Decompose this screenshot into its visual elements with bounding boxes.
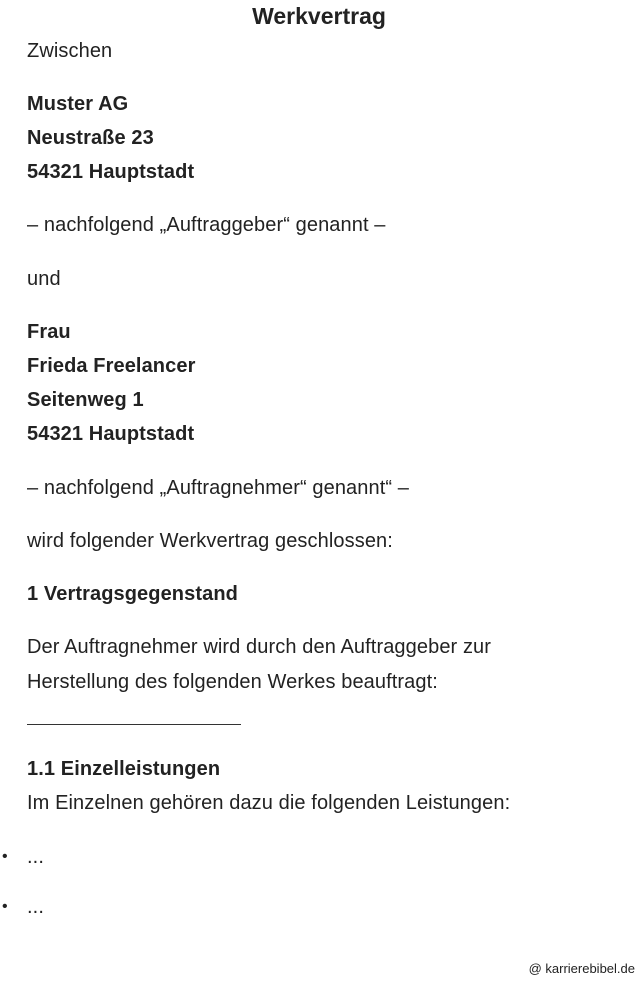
section-1-1-heading: 1.1 Einzelleistungen (27, 758, 221, 780)
document-title: Werkvertrag (252, 3, 386, 29)
closing-line: wird folgender Werkvertrag geschlossen: (27, 530, 393, 552)
client-name: Muster AG (27, 93, 129, 115)
contractor-role-note: – nachfolgend „Auftragnehmer“ genannt“ – (27, 477, 410, 499)
client-street: Neustraße 23 (27, 127, 154, 149)
contractor-city: 54321 Hauptstadt (27, 423, 195, 445)
conjunction-text: und (27, 268, 61, 290)
source-credit: @ karrierebibel.de (528, 961, 635, 976)
list-item: ... (27, 896, 44, 918)
list-item: ... (27, 846, 44, 868)
section-1-body-line-1: Der Auftragnehmer wird durch den Auftraggeber zur (27, 636, 492, 658)
contractor-name: Frieda Freelancer (27, 355, 196, 377)
section-1-1-body: Im Einzelnen gehören dazu die folgenden Leistungen: (27, 792, 511, 814)
blank-fill-in-line (27, 724, 241, 725)
section-1-body-line-2: Herstellung des folgenden Werkes beauftragt: (27, 671, 438, 693)
list-bullet: • (2, 898, 8, 915)
client-role-note: – nachfolgend „Auftraggeber“ genannt – (27, 214, 386, 236)
list-bullet: • (2, 848, 8, 865)
section-1-heading: 1 Vertragsgegenstand (27, 583, 238, 605)
intro-text: Zwischen (27, 40, 113, 62)
client-city: 54321 Hauptstadt (27, 161, 195, 183)
contractor-street: Seitenweg 1 (27, 389, 144, 411)
contractor-salutation: Frau (27, 321, 71, 343)
